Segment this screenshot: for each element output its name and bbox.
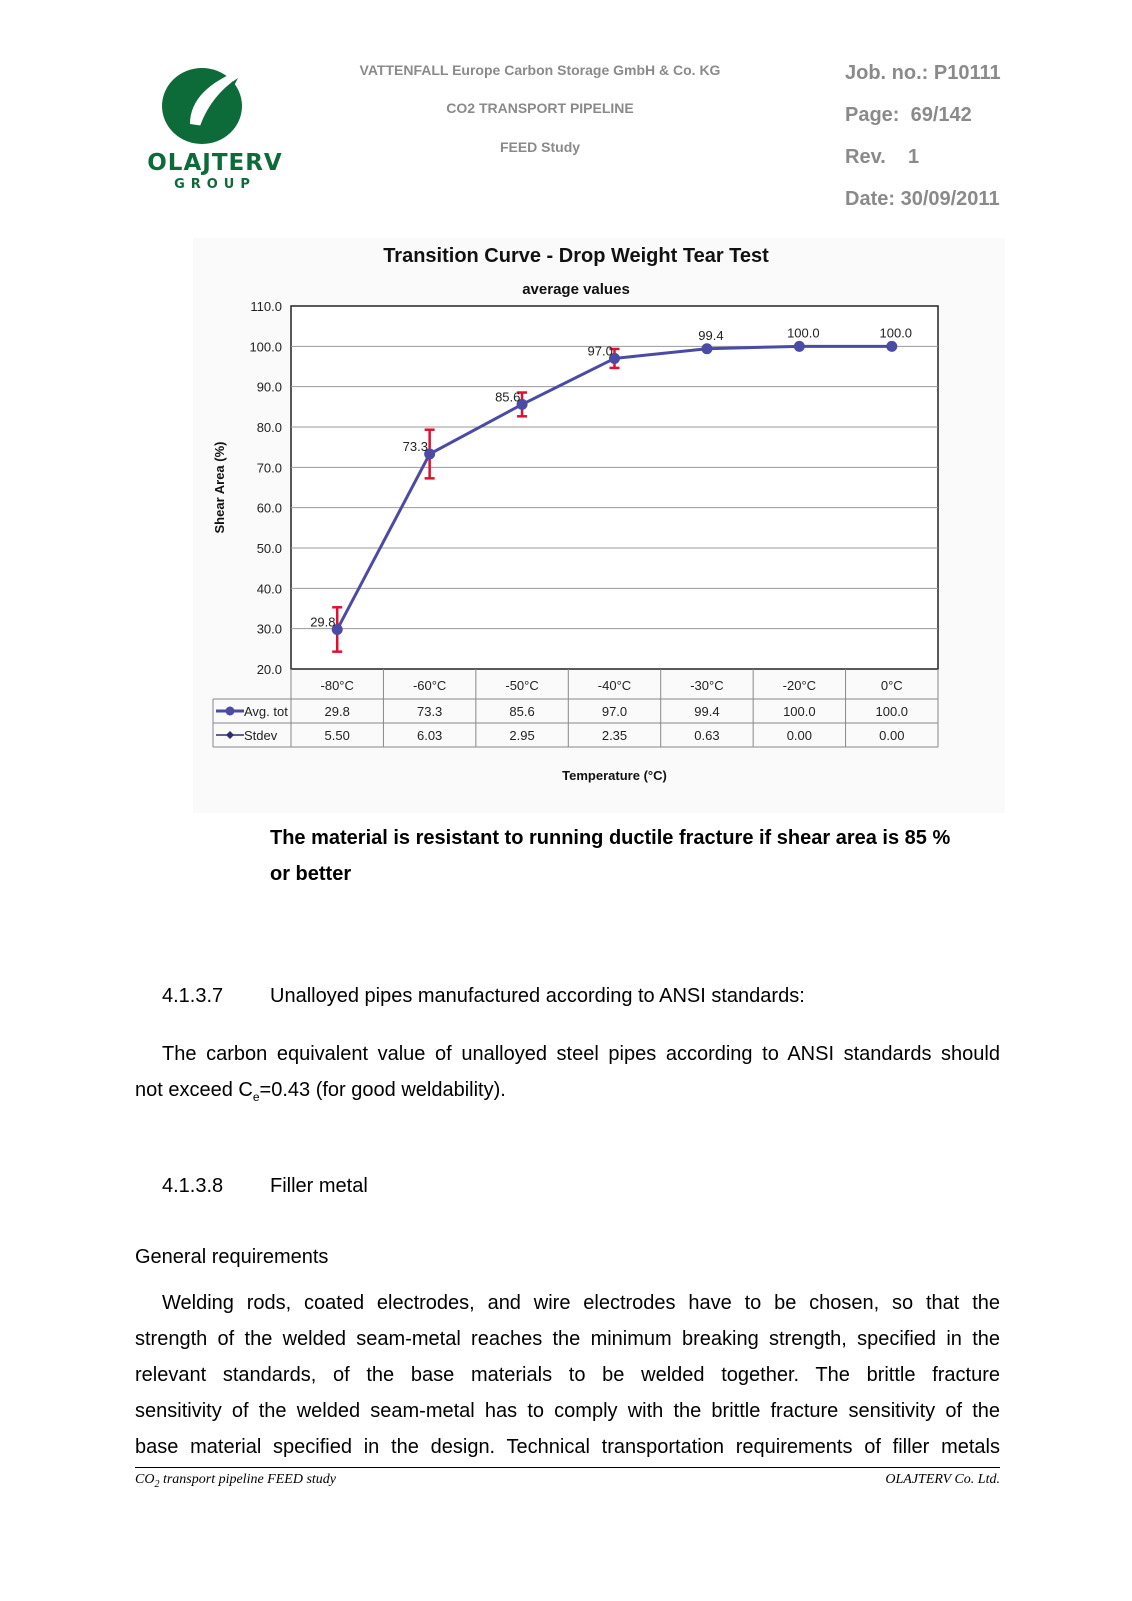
x-tick-label: 0°C — [880, 678, 903, 693]
paragraph-line: not exceed $C_e=0.43$ (for good weldability). — [135, 1079, 506, 1104]
paragraph-line: strength of the welded seam-metal reaches the minimum breaking strength, specified in the — [135, 1328, 1000, 1350]
data-point — [794, 341, 805, 352]
x-tick-label: -80°C — [320, 678, 354, 693]
table-cell: 73.3 — [416, 704, 443, 719]
paragraph-line: Welding rods, coated electrodes, and wire electrodes have to be chosen, so that the — [162, 1292, 1000, 1314]
table-cell: 0.00 — [786, 728, 813, 743]
y-tick-label: 20.0 — [256, 662, 282, 677]
table-cell: 2.35 — [601, 728, 628, 743]
header-page: Page: 69/142 — [845, 104, 972, 126]
table-cell: 100.0 — [875, 704, 909, 719]
logo-sub: GROUP — [174, 177, 256, 192]
header-job-no: Job. no.: P10111 — [845, 62, 1001, 84]
x-tick-label: -40°C — [597, 678, 632, 693]
data-label: 73.3 — [402, 439, 428, 455]
legend-label: Stdev — [244, 728, 278, 743]
paragraph-line: relevant standards, of the base materials to be welded together. The brittle fracture — [135, 1364, 1000, 1386]
table-cell: 5.50 — [324, 728, 350, 743]
paragraph-carbon-equivalent — [135, 1036, 1000, 1115]
header-date: Date: 30/09/2011 — [845, 188, 1000, 210]
data-label: 97.0 — [587, 343, 613, 359]
header-rev: Rev. 1 — [845, 146, 920, 168]
y-tick-label: 40.0 — [256, 581, 282, 597]
x-tick-label: -50°C — [505, 678, 539, 693]
y-tick-label: 60.0 — [256, 500, 282, 516]
x-tick-label: -30°C — [690, 678, 724, 693]
table-cell: 2.95 — [509, 728, 535, 743]
y-tick-label: 50.0 — [256, 541, 282, 556]
y-tick-label: 110.0 — [250, 299, 282, 314]
data-point — [701, 343, 712, 354]
header-company: VATTENFALL Europe Carbon Storage GmbH & Co. KG — [359, 62, 721, 78]
paragraph-line: sensitivity of the welded seam-metal has to comply with the brittle fracture sensitivity of the — [135, 1400, 1000, 1422]
legend-key-marker — [226, 731, 234, 739]
paragraph-filler-metal — [135, 1285, 1000, 1465]
section-number-4138: 4.1.3.8 — [162, 1175, 224, 1197]
data-label: 100.0 — [879, 325, 913, 341]
general-requirements-heading: General requirements — [135, 1246, 329, 1268]
note-line-1: The material is resistant to running ductile fracture if shear area is 85 % — [270, 827, 951, 849]
chart-subtitle: average values — [522, 281, 630, 298]
table-cell: 6.03 — [416, 728, 443, 743]
data-label: 99.4 — [698, 327, 724, 343]
header-study: FEED Study — [499, 139, 581, 155]
footer-left: $CO_2$ transport pipeline FEED study — [135, 1472, 336, 1490]
paragraph-line: base material specified in the design. Technical transportation requirements of filler metals — [135, 1436, 1000, 1458]
data-point — [886, 341, 897, 352]
table-cell: 97.0 — [601, 704, 628, 719]
y-tick-label: 30.0 — [256, 621, 282, 637]
y-tick-label: 100.0 — [249, 339, 282, 355]
legend-key-marker — [226, 707, 235, 716]
note-line-2: or better — [270, 863, 352, 885]
section-number-4137: 4.1.3.7 — [162, 985, 224, 1007]
logo-name: OLAJTERV — [147, 150, 283, 176]
legend-label: Avg. tot — [244, 704, 288, 719]
y-tick-label: 80.0 — [256, 420, 282, 435]
table-cell: 0.63 — [694, 728, 720, 743]
table-cell: 100.0 — [783, 704, 816, 719]
logo-mark-icon — [160, 64, 250, 146]
y-axis-label: Shear Area (%) — [212, 441, 227, 534]
chart-title: Transition Curve - Drop Weight Tear Test — [383, 245, 769, 267]
table-cell: 0.00 — [879, 728, 905, 743]
y-tick-label: 90.0 — [256, 379, 282, 395]
header-project: CO2 TRANSPORT PIPELINE — [446, 100, 634, 116]
chart-svg — [193, 238, 1005, 813]
paragraph-line: The carbon equivalent value of unalloyed steel pipes according to ANSI standards should — [162, 1043, 1000, 1065]
table-cell: 29.8 — [324, 704, 350, 719]
x-axis-label: Temperature (°C) — [562, 768, 667, 783]
footer-rule — [135, 1467, 1000, 1468]
table-cell: 99.4 — [694, 704, 720, 719]
transition-curve-chart — [193, 238, 1005, 813]
x-tick-label: -60°C — [412, 678, 447, 693]
table-cell: 85.6 — [509, 704, 535, 719]
data-label: 29.8 — [310, 614, 336, 630]
data-label: 100.0 — [787, 325, 820, 341]
section-title-4137: Unalloyed pipes manufactured according to ANSI standards: — [270, 985, 805, 1007]
y-tick-label: 70.0 — [256, 460, 282, 476]
data-label: 85.6 — [495, 389, 521, 405]
note — [270, 820, 950, 892]
x-tick-label: -20°C — [782, 678, 817, 693]
footer-right: OLAJTERV Co. Ltd. — [885, 1472, 1000, 1487]
section-title-4138: Filler metal — [270, 1175, 368, 1197]
